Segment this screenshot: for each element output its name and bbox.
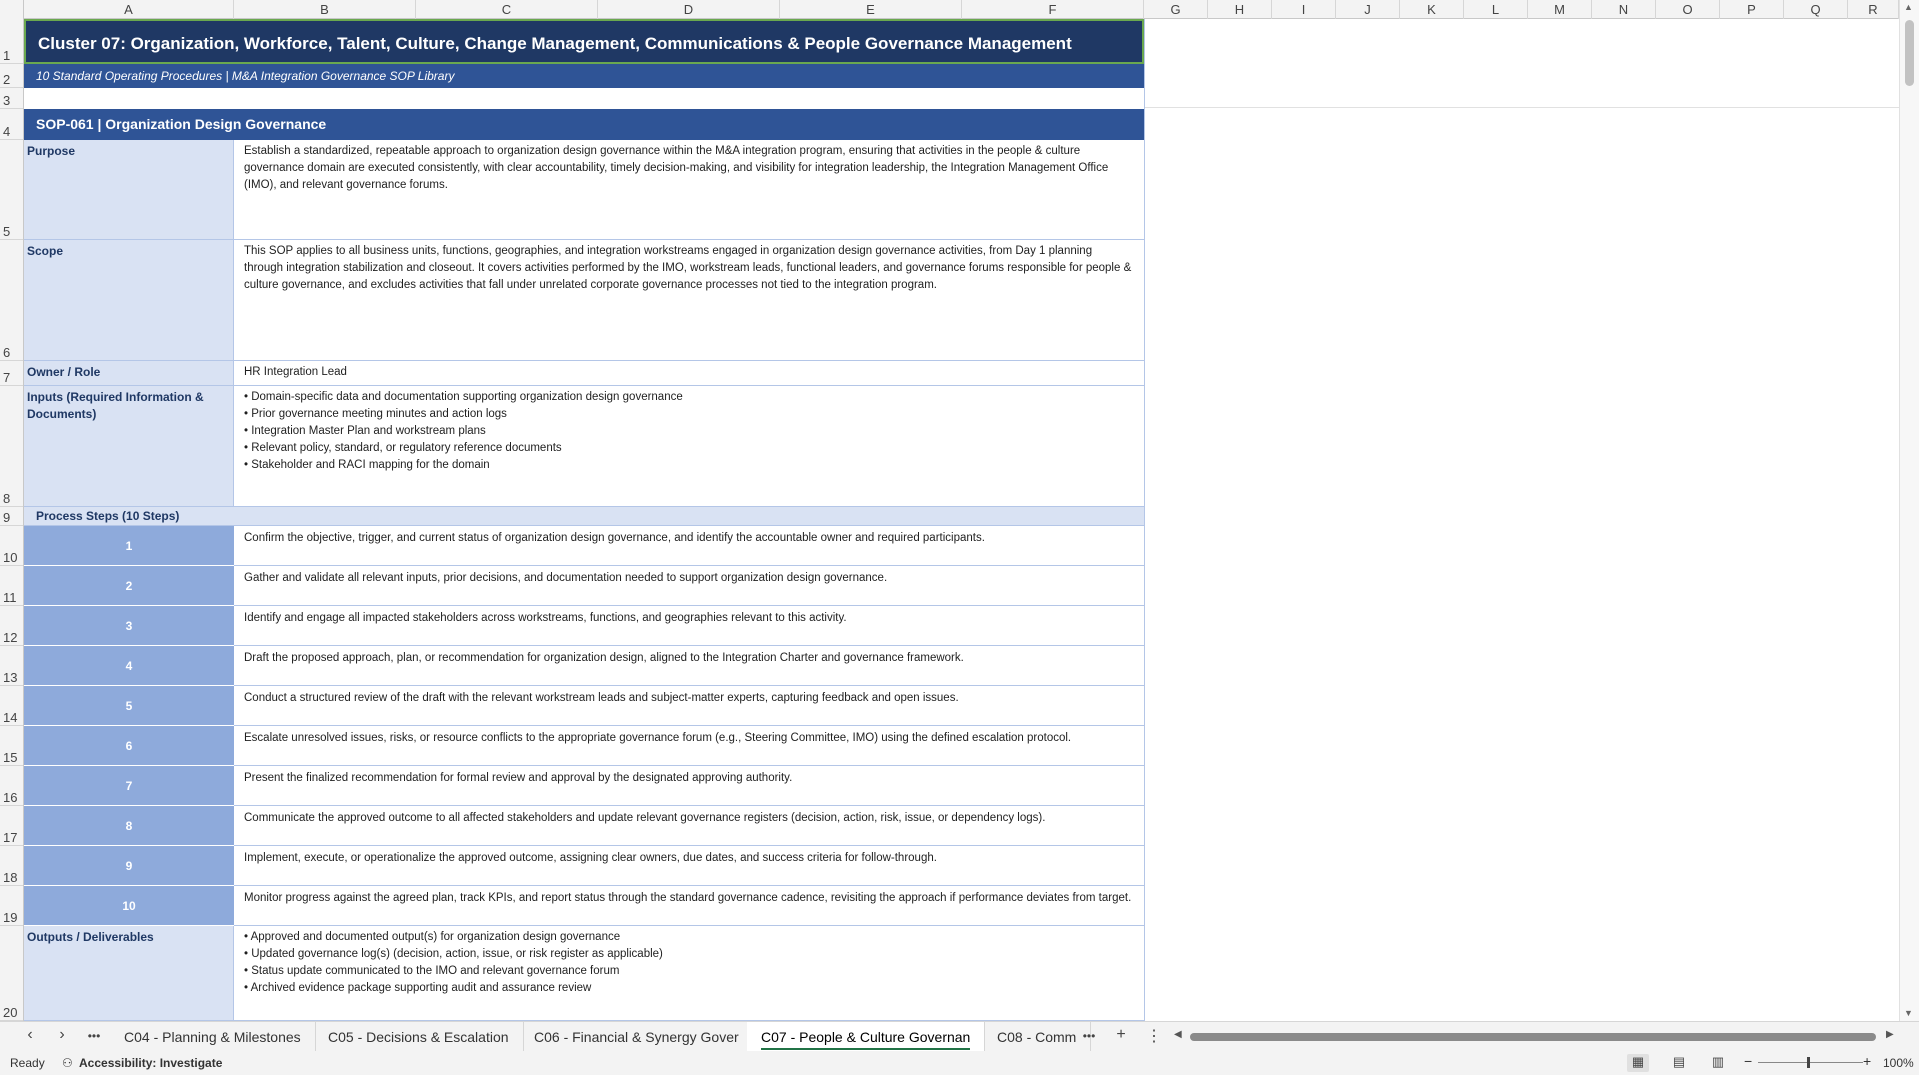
col-header-b[interactable]: B — [234, 0, 416, 19]
row-header-8[interactable]: 8 — [0, 386, 24, 507]
tab-label: C08 - Comm — [997, 1029, 1077, 1045]
outputs-item: • Updated governance log(s) (decision, action, issue, or risk register as applicable) — [244, 948, 663, 960]
scroll-left-arrow-icon[interactable]: ◀ — [1174, 1029, 1182, 1040]
col-header-a[interactable]: A — [24, 0, 234, 19]
vertical-scrollbar[interactable] — [1899, 0, 1919, 1021]
step-number[interactable]: 8 — [24, 806, 234, 846]
purpose-value[interactable]: Establish a standardized, repeatable approach to organization design governance within the M&A integration program, ensuring that activities in the people & culture governance domain are executed consistently, with clear accountability, timely decision-making, and visibility for integration leadership, the Integration Management Office (IMO), and relevant governance forums. — [234, 140, 1144, 240]
sheet-tabs-bar — [0, 1021, 1919, 1051]
row-header-2[interactable]: 2 — [0, 64, 24, 88]
col-header-j[interactable]: J — [1336, 0, 1400, 19]
zoom-out-icon[interactable]: − — [1744, 1053, 1753, 1069]
inputs-label[interactable]: Inputs (Required Information & Documents) — [24, 386, 234, 507]
owner-label[interactable]: Owner / Role — [24, 361, 234, 386]
outputs-item: • Status update communicated to the IMO and relevant governance forum — [244, 965, 620, 977]
col-header-r[interactable]: R — [1848, 0, 1899, 19]
outputs-item: • Archived evidence package supporting audit and assurance review — [244, 982, 592, 994]
row-header-11[interactable]: 11 — [0, 566, 24, 606]
col-header-m[interactable]: M — [1528, 0, 1592, 19]
accessibility-icon[interactable]: ⚇ — [62, 1056, 73, 1070]
add-sheet-button[interactable]: + — [1116, 1026, 1126, 1043]
outputs-item: • Approved and documented output(s) for organization design governance — [244, 931, 621, 943]
sheet-title-cell[interactable]: Cluster 07: Organization, Workforce, Talent, Culture, Change Management, Communications & People Governance Management — [24, 19, 1144, 64]
tab-label: C05 - Decisions & Escalation — [328, 1029, 509, 1045]
step-number[interactable]: 3 — [24, 606, 234, 646]
step-text[interactable]: Draft the proposed approach, plan, or recommendation for organization design, aligned to the Integration Charter and governance framework. — [234, 646, 1144, 686]
page-layout-view-icon[interactable]: ▤ — [1672, 1054, 1686, 1069]
step-text[interactable]: Present the finalized recommendation for formal review and approval by the designated approving authority. — [234, 766, 1144, 806]
step-text[interactable]: Gather and validate all relevant inputs, prior decisions, and documentation needed to support organization design governance. — [234, 566, 1144, 606]
col-header-q[interactable]: Q — [1784, 0, 1848, 19]
tab-c08[interactable] — [983, 1022, 1091, 1052]
step-number[interactable]: 10 — [24, 886, 234, 926]
accessibility-status[interactable]: Accessibility: Investigate — [79, 1056, 223, 1070]
row-header-20[interactable]: 20 — [0, 926, 24, 1021]
status-bar — [0, 1051, 1919, 1075]
step-number[interactable]: 6 — [24, 726, 234, 766]
col-header-f[interactable]: F — [962, 0, 1144, 19]
sheet-grid[interactable] — [24, 19, 1899, 1021]
normal-view-icon[interactable]: ▦ — [1627, 1054, 1649, 1072]
step-text[interactable]: Confirm the objective, trigger, and current status of organization design governance, and identify the accountable owner and required participants. — [234, 526, 1144, 566]
col-header-e[interactable]: E — [780, 0, 962, 19]
tab-scroll-right-icon[interactable]: › — [59, 1026, 65, 1043]
row-header — [0, 19, 24, 1021]
inputs-item: • Domain-specific data and documentation supporting organization design governance — [244, 391, 683, 403]
row-header-14[interactable]: 14 — [0, 686, 24, 726]
step-number[interactable]: 9 — [24, 846, 234, 886]
step-text[interactable]: Conduct a structured review of the draft with the relevant workstream leads and subject-matter experts, capturing feedback and open issues. — [234, 686, 1144, 726]
step-number[interactable]: 7 — [24, 766, 234, 806]
table-right-border — [1144, 19, 1145, 1021]
inputs-item: • Stakeholder and RACI mapping for the domain — [244, 459, 490, 471]
zoom-level[interactable]: 100% — [1883, 1056, 1914, 1070]
horizontal-scrollbar[interactable] — [1174, 1031, 1900, 1043]
sop-header-cell[interactable]: SOP-061 | Organization Design Governance — [24, 109, 1144, 140]
row-header-13[interactable]: 13 — [0, 646, 24, 686]
ready-status: Ready — [10, 1056, 45, 1070]
col-header-g[interactable]: G — [1144, 0, 1208, 19]
tab-label: C06 - Financial & Synergy Gover — [534, 1029, 739, 1045]
vertical-scroll-thumb[interactable] — [1905, 20, 1914, 86]
row-header-17[interactable]: 17 — [0, 806, 24, 846]
more-sheets-left-icon[interactable]: ••• — [87, 1029, 101, 1043]
sheet-menu-icon[interactable]: ⋮ — [1146, 1028, 1162, 1045]
col-header-c[interactable]: C — [416, 0, 598, 19]
inputs-item: • Integration Master Plan and workstream plans — [244, 425, 486, 437]
tab-label: C04 - Planning & Milestones — [124, 1029, 301, 1045]
select-all-corner[interactable] — [0, 0, 24, 19]
row-header-6[interactable]: 6 — [0, 240, 24, 361]
step-text[interactable]: Monitor progress against the agreed plan, track KPIs, and report status through the standard governance cadence, revisiting the approach if performance deviates from target. — [234, 886, 1144, 926]
column-header — [0, 0, 1899, 19]
gridline — [1144, 107, 1899, 108]
row-header-7[interactable]: 7 — [0, 361, 24, 386]
row-header-12[interactable]: 12 — [0, 606, 24, 646]
horizontal-scroll-thumb[interactable] — [1190, 1033, 1876, 1041]
tab-c05[interactable] — [314, 1022, 524, 1052]
tab-c06[interactable] — [520, 1022, 754, 1052]
more-sheets-right-icon[interactable]: ••• — [1082, 1029, 1096, 1043]
row-header-16[interactable]: 16 — [0, 766, 24, 806]
col-header-n[interactable]: N — [1592, 0, 1656, 19]
col-header-p[interactable]: P — [1720, 0, 1784, 19]
owner-value[interactable]: HR Integration Lead — [234, 361, 1144, 386]
tab-label: C07 - People & Culture Governan — [761, 1029, 970, 1050]
col-header-d[interactable]: D — [598, 0, 780, 19]
inputs-item: • Prior governance meeting minutes and action logs — [244, 408, 507, 420]
row-header-19[interactable]: 19 — [0, 886, 24, 926]
sheet-subtitle-cell[interactable]: 10 Standard Operating Procedures | M&A Integration Governance SOP Library — [24, 64, 1144, 88]
row-header-3[interactable]: 3 — [0, 88, 24, 109]
row-header-9[interactable]: 9 — [0, 507, 24, 526]
scope-value[interactable]: This SOP applies to all business units, functions, geographies, and integration workstreams engaged in organization design governance activities, from Day 1 planning through integration stabilization and closeout. It covers activities performed by the IMO, workstream leads, functional leaders, and governance forums responsible for people & culture governance, and excludes activities that fall under unrelated corporate governance processes not tied to the integration program. — [234, 240, 1144, 361]
tab-c07[interactable] — [747, 1022, 985, 1052]
step-text[interactable]: Communicate the approved outcome to all affected stakeholders and update relevant governance registers (decision, action, risk, issue, or dependency logs). — [234, 806, 1144, 846]
scroll-right-arrow-icon[interactable]: ▶ — [1886, 1029, 1894, 1040]
step-number[interactable]: 2 — [24, 566, 234, 606]
col-header-k[interactable]: K — [1400, 0, 1464, 19]
step-number[interactable]: 4 — [24, 646, 234, 686]
step-number[interactable]: 5 — [24, 686, 234, 726]
tab-c04[interactable] — [110, 1022, 316, 1052]
zoom-slider-track[interactable] — [1758, 1062, 1863, 1063]
tab-scroll-left-icon[interactable]: ‹ — [27, 1026, 33, 1043]
row-header-5[interactable]: 5 — [0, 140, 24, 240]
step-text[interactable]: Implement, execute, or operationalize the approved outcome, assigning clear owners, due dates, and success criteria for follow-through. — [234, 846, 1144, 886]
row-header-18[interactable]: 18 — [0, 846, 24, 886]
col-header-o[interactable]: O — [1656, 0, 1720, 19]
step-text[interactable]: Escalate unresolved issues, risks, or resource conflicts to the appropriate governance forum (e.g., Steering Committee, IMO) using the defined escalation protocol. — [234, 726, 1144, 766]
inputs-value[interactable] — [234, 386, 1144, 507]
step-text[interactable]: Identify and engage all impacted stakeholders across workstreams, functions, and geographies relevant to this activity. — [234, 606, 1144, 646]
row-header-4[interactable]: 4 — [0, 109, 24, 140]
col-header-l[interactable]: L — [1464, 0, 1528, 19]
row-header-10[interactable]: 10 — [0, 526, 24, 566]
step-number[interactable]: 1 — [24, 526, 234, 566]
inputs-item: • Relevant policy, standard, or regulatory reference documents — [244, 442, 562, 454]
zoom-slider-thumb[interactable] — [1807, 1057, 1810, 1068]
scroll-up-arrow-icon[interactable]: ▲ — [1904, 2, 1913, 12]
row-header-1[interactable]: 1 — [0, 19, 24, 64]
outputs-value[interactable] — [234, 926, 1144, 1021]
process-steps-header[interactable]: Process Steps (10 Steps) — [24, 507, 1144, 526]
row-header-15[interactable]: 15 — [0, 726, 24, 766]
purpose-label[interactable]: Purpose — [24, 140, 234, 240]
col-header-i[interactable]: I — [1272, 0, 1336, 19]
page-break-preview-icon[interactable]: ▥ — [1711, 1054, 1725, 1069]
outputs-label[interactable]: Outputs / Deliverables — [24, 926, 234, 1021]
scope-label[interactable]: Scope — [24, 240, 234, 361]
zoom-in-icon[interactable]: + — [1863, 1053, 1872, 1069]
col-header-h[interactable]: H — [1208, 0, 1272, 19]
scroll-down-arrow-icon[interactable]: ▼ — [1904, 1008, 1913, 1018]
